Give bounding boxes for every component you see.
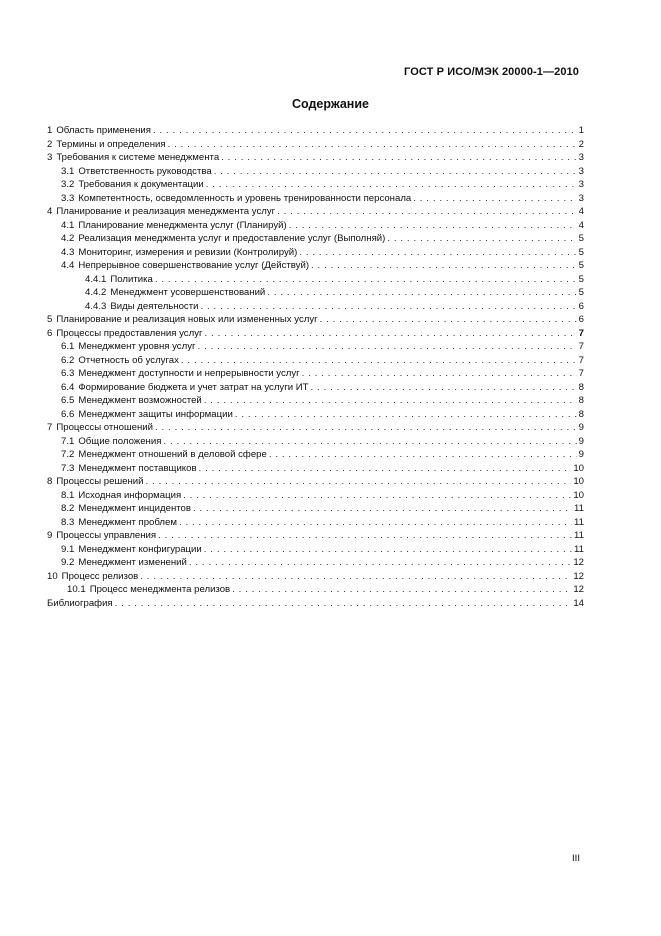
toc-entry[interactable]: [47, 421, 584, 435]
toc-entry-label: Менеджмент усовершенствований: [110, 287, 266, 298]
toc-entry-number: 4.4.2: [85, 287, 107, 298]
toc-entry[interactable]: [47, 354, 584, 368]
toc-entry[interactable]: [47, 381, 584, 395]
toc-entry-number: 6.6: [61, 408, 75, 420]
toc-leader-dots: [302, 367, 577, 381]
toc-entry-label: Область применения: [56, 125, 151, 136]
toc-entry-label: Процесс релизов: [61, 570, 139, 582]
toc-entry-number: 6: [47, 327, 53, 339]
toc-entry-title: [47, 205, 275, 219]
toc-entry-title: [61, 435, 161, 449]
toc-entry-title: [47, 597, 113, 611]
toc-entry[interactable]: [47, 138, 584, 152]
page-title: Содержание: [291, 97, 369, 111]
toc-leader-dots: [267, 286, 576, 300]
toc-leader-dots: [140, 570, 571, 584]
toc-entry-number: 6.3: [61, 368, 75, 379]
toc-entry-number: 8.3: [61, 516, 75, 528]
page-number: III: [572, 853, 580, 864]
toc-entry-number: 3.3: [61, 192, 75, 204]
toc-entry-page: 3: [578, 179, 584, 190]
toc-entry[interactable]: [47, 327, 584, 341]
toc-entry-title: [47, 313, 318, 327]
toc-entry-page: 8: [578, 381, 584, 393]
toc-entry-page: 9: [578, 435, 584, 447]
toc-entry-number: 5: [47, 314, 53, 325]
toc-entry-page: 5: [578, 246, 584, 258]
toc-entry-number: 4.4: [61, 260, 75, 271]
toc-leader-dots: [235, 408, 577, 422]
toc-entry-label: Ответственность руководства: [78, 165, 212, 177]
toc-entry-number: 7.3: [61, 462, 75, 474]
toc-leader-dots: [413, 192, 576, 206]
toc-entry-title: [61, 219, 287, 233]
toc-entry[interactable]: [47, 259, 584, 273]
toc-entry-page: 10: [573, 462, 584, 474]
toc-entry-number: 7.1: [61, 435, 75, 447]
toc-entry[interactable]: [47, 597, 584, 611]
toc-entry-page: 5: [578, 273, 584, 285]
toc-entry-number: 4.4.1: [85, 273, 107, 285]
toc-entry-title: [47, 529, 156, 543]
toc-entry-page: 7: [578, 354, 584, 366]
toc-entry-label: Менеджмент проблем: [78, 516, 177, 528]
toc-entry-number: 6.4: [61, 381, 75, 393]
toc-leader-dots: [204, 394, 577, 408]
toc-entry[interactable]: [47, 286, 584, 300]
toc-leader-dots: [311, 381, 577, 395]
toc-leader-dots: [193, 502, 572, 516]
toc-entry[interactable]: [47, 489, 584, 503]
toc-entry-number: 3.1: [61, 165, 75, 177]
toc-entry[interactable]: [47, 124, 584, 138]
toc-entry-page: 3: [578, 152, 584, 163]
toc-entry-title: [61, 462, 197, 476]
toc-entry[interactable]: [47, 165, 584, 179]
toc-entry[interactable]: [47, 367, 584, 381]
toc-leader-dots: [179, 516, 572, 530]
toc-entry-label: Виды деятельности: [110, 300, 199, 312]
toc-entry-title: [61, 556, 187, 570]
toc-entry-number: 1: [47, 125, 53, 136]
toc-entry-label: Требования к документации: [78, 179, 204, 190]
toc-entry-number: 4: [47, 206, 53, 217]
toc-entry-title: [61, 448, 267, 462]
toc-entry-number: 9.2: [61, 557, 75, 568]
toc-entry-label: Менеджмент конфигурации: [78, 543, 202, 555]
toc-entry-number: 3: [47, 152, 53, 163]
toc-entry-label: Отчетность об услугах: [78, 354, 179, 366]
toc-leader-dots: [299, 246, 576, 260]
toc-entry[interactable]: [47, 570, 584, 584]
toc-entry-title: [85, 300, 198, 314]
toc-entry-title: [47, 327, 203, 341]
toc-entry-page: 7: [578, 368, 584, 379]
toc-entry[interactable]: [47, 448, 584, 462]
toc-entry-label: Общие положения: [78, 435, 162, 447]
toc-entry-title: [47, 475, 144, 489]
toc-entry-label: Исходная информация: [78, 489, 182, 501]
toc-entry-title: [61, 178, 204, 192]
toc-leader-dots: [181, 354, 577, 368]
toc-entry-number: 10.1: [67, 584, 86, 595]
toc-entry-label: Процессы решений: [56, 476, 144, 487]
toc-entry-title: [61, 516, 177, 530]
toc-entry-number: 8.1: [61, 489, 75, 501]
toc-leader-dots: [206, 178, 577, 192]
toc-entry-title: [47, 570, 138, 584]
toc-entry-number: 7: [47, 422, 53, 433]
toc-entry-page: 11: [574, 503, 584, 514]
toc-entry[interactable]: [47, 543, 584, 557]
toc-entry-page: 11: [574, 543, 584, 555]
toc-entry[interactable]: [47, 219, 584, 233]
toc-entry-title: [61, 232, 385, 246]
toc-entry-number: 3.2: [61, 179, 75, 190]
toc-entry[interactable]: [47, 232, 584, 246]
toc-entry-label: Менеджмент уровня услуг: [78, 341, 196, 352]
toc-entry-page: 5: [578, 287, 584, 298]
toc-leader-dots: [204, 543, 572, 557]
toc-entry-label: Менеджмент отношений в деловой сфере: [78, 449, 267, 460]
toc-leader-dots: [214, 165, 577, 179]
toc-entry-label: Процессы предоставления услуг: [56, 327, 203, 339]
toc-entry[interactable]: [47, 394, 584, 408]
toc-entry-label: Менеджмент доступности и непрерывности услуг: [78, 368, 300, 379]
toc-leader-dots: [155, 273, 577, 287]
toc-entry[interactable]: [47, 178, 584, 192]
toc-entry-number: 7.2: [61, 449, 75, 460]
document-code: ГОСТ Р ИСО/МЭК 20000-1—2010: [404, 66, 579, 78]
toc-entry-label: Непрерывное совершенствование услуг (Действуй): [78, 260, 310, 271]
toc-entry-title: [47, 151, 219, 165]
toc-entry-page: 3: [578, 165, 584, 177]
toc-entry-title: [61, 502, 191, 516]
toc-entry-number: 6.5: [61, 395, 75, 406]
toc-entry-label: Компетентность, осведомленность и уровень тренированности персонала: [78, 192, 412, 204]
toc-entry[interactable]: [47, 313, 584, 327]
toc-entry-number: 8.2: [61, 503, 75, 514]
toc-leader-dots: [289, 219, 577, 233]
toc-entry-title: [47, 138, 166, 152]
toc-entry-page: 6: [578, 314, 584, 325]
toc-entry-label: Планирование менеджмента услуг (Планируй): [78, 219, 287, 231]
toc-entry-page: 9: [578, 422, 584, 433]
toc-entry-number: 2: [47, 138, 53, 150]
toc-entry-number: 6.2: [61, 354, 75, 366]
toc-entry[interactable]: [47, 151, 584, 165]
toc-leader-dots: [168, 138, 577, 152]
toc-entry-title: [61, 354, 179, 368]
toc-entry-page: 4: [578, 219, 584, 231]
toc-entry-title: [61, 367, 300, 381]
toc-entry-title: [61, 259, 309, 273]
toc-entry-page: 3: [578, 192, 584, 204]
toc-entry-page: 11: [574, 516, 584, 528]
toc-entry-label: Планирование и реализация менеджмента услуг: [56, 206, 276, 217]
toc-entry[interactable]: [47, 192, 584, 206]
toc-entry[interactable]: [47, 556, 584, 570]
toc-leader-dots: [153, 124, 577, 138]
toc-entry[interactable]: [47, 462, 584, 476]
toc-entry-label: Менеджмент изменений: [78, 557, 187, 568]
toc-entry-number: 4.2: [61, 233, 75, 244]
toc-entry-label: Менеджмент возможностей: [78, 395, 202, 406]
toc-entry-label: Планирование и реализация новых или измененных услуг: [56, 314, 318, 325]
toc-entry-title: [61, 192, 411, 206]
toc-entry-title: [47, 124, 151, 138]
toc-entry-number: 6.1: [61, 341, 75, 352]
toc-entry-number: 10: [47, 570, 58, 582]
toc-entry-page: 11: [574, 530, 584, 541]
toc-entry-label: Менеджмент защиты информации: [78, 408, 233, 420]
toc-leader-dots: [155, 421, 577, 435]
toc-entry-title: [67, 583, 230, 597]
toc-leader-dots: [183, 489, 571, 503]
toc-entry-page: 8: [578, 395, 584, 406]
toc-entry-label: Термины и определения: [56, 138, 166, 150]
toc-entry-number: 4.4.3: [85, 300, 107, 312]
toc-entry-title: [85, 286, 265, 300]
toc-entry-page: 5: [578, 260, 584, 271]
toc-entry[interactable]: [47, 516, 584, 530]
toc-entry[interactable]: [47, 300, 584, 314]
toc-entry-title: [61, 489, 181, 503]
toc-entry-number: 4.3: [61, 246, 75, 258]
table-of-contents: [47, 124, 584, 610]
toc-leader-dots: [189, 556, 571, 570]
toc-leader-dots: [115, 597, 572, 611]
toc-entry[interactable]: [47, 408, 584, 422]
toc-leader-dots: [277, 205, 576, 219]
toc-entry[interactable]: [47, 529, 584, 543]
toc-entry-title: [61, 165, 212, 179]
toc-leader-dots: [221, 151, 577, 165]
toc-leader-dots: [200, 300, 576, 314]
toc-entry-page: 12: [573, 584, 584, 595]
toc-entry-label: Процесс менеджмента релизов: [89, 584, 231, 595]
toc-entry[interactable]: [47, 246, 584, 260]
toc-leader-dots: [199, 462, 572, 476]
toc-entry-title: [61, 381, 309, 395]
toc-entry-label: Библиография: [47, 597, 113, 609]
toc-entry-number: 9.1: [61, 543, 75, 555]
toc-entry-page: 2: [578, 138, 584, 150]
toc-entry-title: [61, 408, 233, 422]
toc-leader-dots: [198, 340, 577, 354]
toc-entry[interactable]: [47, 583, 584, 597]
toc-leader-dots: [158, 529, 572, 543]
toc-entry-label: Требования к системе менеджмента: [56, 152, 220, 163]
toc-entry-label: Реализация менеджмента услуг и предоставление услуг (Выполняй): [78, 233, 386, 244]
toc-leader-dots: [232, 583, 571, 597]
toc-leader-dots: [320, 313, 577, 327]
toc-entry-page: 7: [578, 341, 584, 352]
toc-entry-page: 14: [573, 597, 584, 609]
toc-entry-number: 4.1: [61, 219, 75, 231]
toc-entry[interactable]: [47, 273, 584, 287]
toc-entry[interactable]: [47, 340, 584, 354]
toc-entry-page: 12: [573, 570, 584, 582]
toc-entry-page: 12: [573, 557, 584, 568]
toc-entry-title: [85, 273, 153, 287]
toc-entry-page: 1: [578, 125, 584, 136]
toc-entry-label: Процессы отношений: [56, 422, 153, 433]
toc-entry-page: 8: [578, 408, 584, 420]
toc-entry[interactable]: [47, 475, 584, 489]
toc-entry[interactable]: [47, 502, 584, 516]
toc-entry-title: [47, 421, 153, 435]
toc-entry-number: 9: [47, 530, 53, 541]
toc-entry[interactable]: [47, 205, 584, 219]
toc-leader-dots: [269, 448, 577, 462]
toc-leader-dots: [146, 475, 572, 489]
toc-entry-label: Менеджмент инцидентов: [78, 503, 191, 514]
toc-entry-number: 8: [47, 476, 53, 487]
toc-entry-page: 10: [573, 489, 584, 501]
toc-entry-page: 7: [578, 327, 584, 339]
toc-entry-page: 5: [578, 233, 584, 244]
toc-entry-title: [61, 543, 202, 557]
toc-entry-label: Формирование бюджета и учет затрат на услуги ИТ: [78, 381, 309, 393]
toc-entry-page: 4: [578, 206, 584, 217]
toc-entry-label: Мониторинг, измерения и ревизии (Контролируй): [78, 246, 298, 258]
toc-leader-dots: [205, 327, 577, 341]
toc-leader-dots: [163, 435, 576, 449]
toc-entry-title: [61, 246, 297, 260]
toc-leader-dots: [387, 232, 576, 246]
toc-entry-label: Политика: [110, 273, 153, 285]
toc-entry-title: [61, 340, 196, 354]
toc-entry-page: 9: [578, 449, 584, 460]
toc-entry[interactable]: [47, 435, 584, 449]
toc-entry-title: [61, 394, 202, 408]
toc-entry-page: 6: [578, 300, 584, 312]
toc-entry-page: 10: [573, 476, 584, 487]
toc-entry-label: Менеджмент поставщиков: [78, 462, 197, 474]
toc-leader-dots: [311, 259, 577, 273]
toc-entry-label: Процессы управления: [56, 530, 157, 541]
